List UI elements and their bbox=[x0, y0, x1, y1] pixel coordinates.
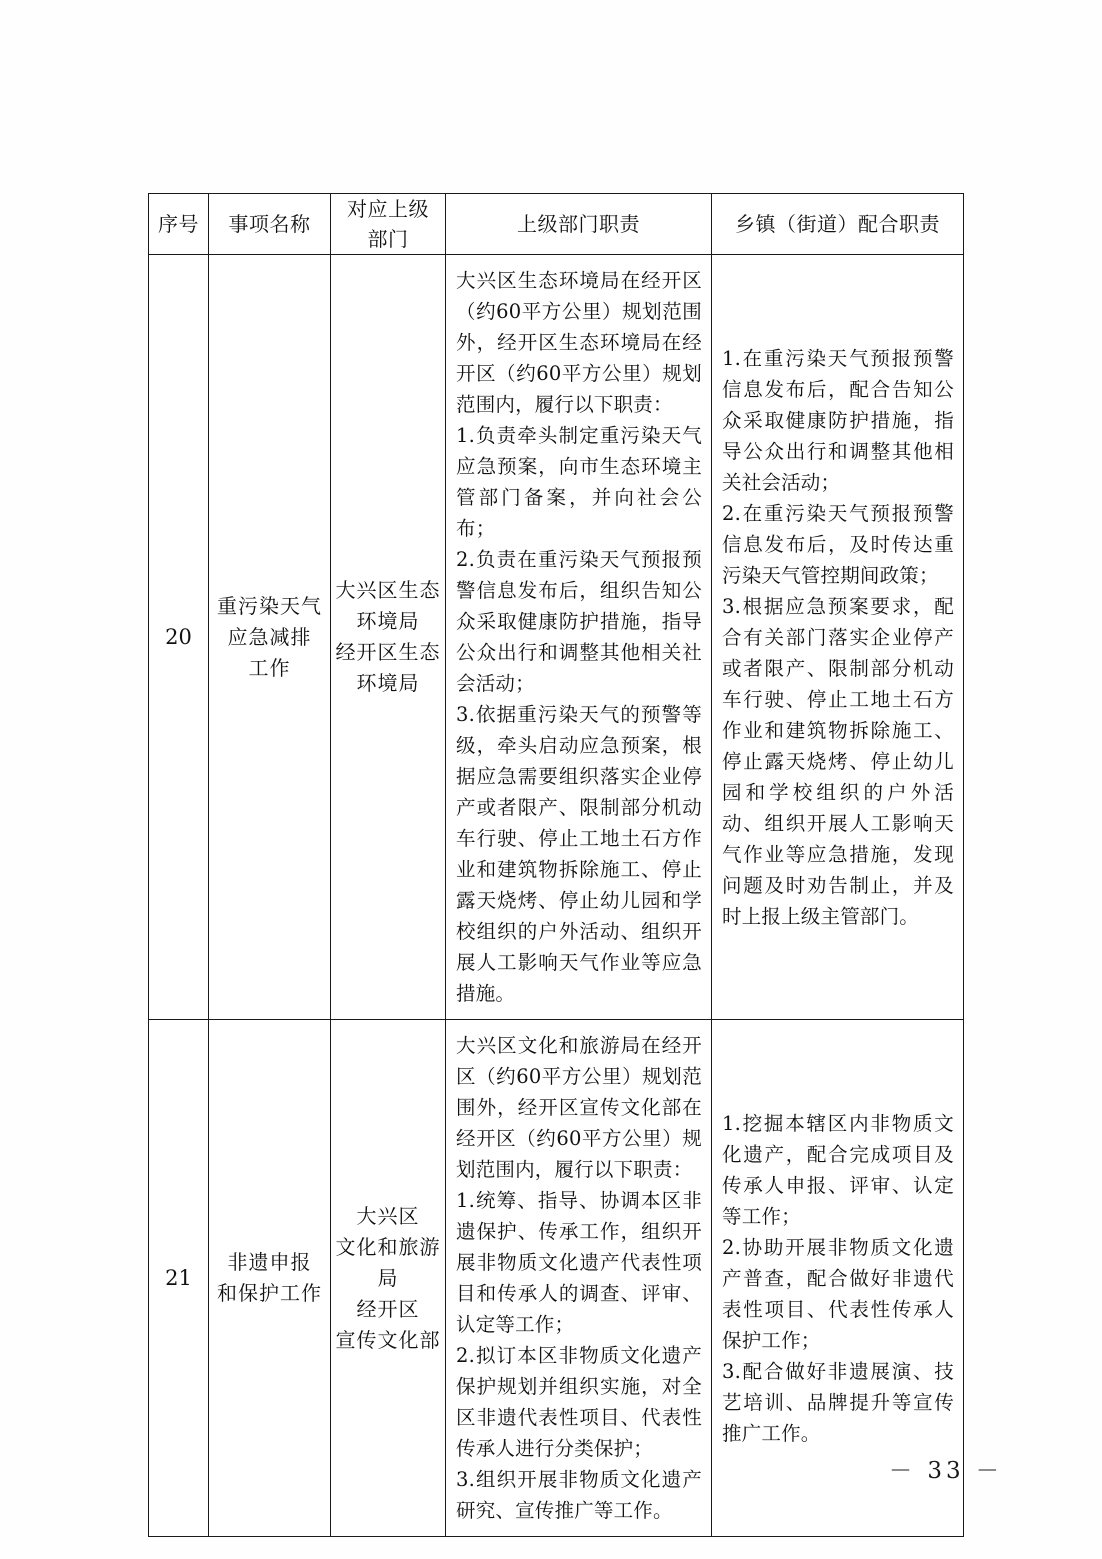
row-upper-dept-line: 文化和旅游局 bbox=[335, 1234, 441, 1290]
row-town-duty bbox=[712, 255, 964, 1020]
duty-paragraph: 3.依据重污染天气的预警等级，牵头启动应急预案，根据应急需要组织落实企业停产或者限产、限制部分机动车行驶、停止工地土石方作业和建筑物拆除施工、停止露天烧烤、停止幼儿园和学校组织的户外活动、组织开展人工影响天气作业等应急措施。 bbox=[456, 703, 702, 1005]
row-seq: 20 bbox=[149, 255, 209, 1020]
row-item-name-line: 和保护工作 bbox=[217, 1281, 322, 1305]
row-item-name-line: 应急减排 bbox=[227, 624, 312, 649]
header-cell-town-duty bbox=[712, 194, 964, 255]
header-cell-upper-duty bbox=[446, 194, 712, 255]
row-upper-dept-line: 大兴区 bbox=[356, 1203, 420, 1228]
row-upper-dept-line: 宣传文化部 bbox=[335, 1327, 441, 1352]
header-label-upper-dept-line2: 部门 bbox=[367, 227, 409, 251]
duty-paragraph: 1.负责牵头制定重污染天气应急预案，向市生态环境主管部门备案，并向社会公布； bbox=[456, 424, 702, 540]
duty-paragraph: 3.根据应急预案要求，配合有关部门落实企业停产或者限产、限制部分机动车行驶、停止工地土石方作业和建筑物拆除施工、停止露天烧烤、停止幼儿园和学校组织的户外活动、组织开展人工影响天气作业等应急措施，发现问题及时劝告制止，并及时上报上级主管部门。 bbox=[722, 594, 954, 928]
duty-paragraph: 大兴区生态环境局在经开区（约60平方公里）规划范围外，经开区生态环境局在经开区（约60平方公里）规划范围内，履行以下职责： bbox=[456, 269, 702, 416]
page-number: － 33 － bbox=[889, 1458, 1003, 1484]
duty-paragraph: 2.负责在重污染天气预报预警信息发布后，组织告知公众采取健康防护措施，指导公众出行和调整其他相关社会活动； bbox=[456, 548, 702, 695]
header-label-item-name: 事项名称 bbox=[228, 212, 311, 236]
duty-paragraph: 1.在重污染天气预报预警信息发布后，配合告知公众采取健康防护措施，指导公众出行和调整其他相关社会活动； bbox=[722, 346, 954, 494]
duty-paragraph: 1.统筹、指导、协调本区非遗保护、传承工作，组织开展非物质文化遗产代表性项目和传承人的调查、评审、认定等工作； bbox=[456, 1189, 702, 1336]
header-label-town-duty: 乡镇（街道）配合职责 bbox=[735, 212, 940, 236]
table-row bbox=[149, 255, 964, 1020]
duty-paragraph: 2.协助开展非物质文化遗产普查，配合做好非遗代表性项目、代表性传承人保护工作； bbox=[722, 1235, 954, 1352]
header-cell-upper-dept bbox=[331, 194, 446, 255]
row-seq: 21 bbox=[149, 1020, 209, 1537]
row-upper-dept-line: 大兴区生态 bbox=[335, 578, 441, 602]
duty-paragraph: 3.组织开展非物质文化遗产研究、宣传推广等工作。 bbox=[456, 1468, 702, 1522]
row-upper-dept-line: 环境局 bbox=[356, 609, 420, 633]
header-label-upper-dept-line1: 对应上级 bbox=[347, 197, 429, 221]
duty-paragraph: 2.拟订本区非物质文化遗产保护规划并组织实施，对全区非遗代表性项目、代表性传承人进行分类保护； bbox=[456, 1344, 702, 1460]
header-cell-seq bbox=[149, 194, 209, 255]
row-item-name-line: 工作 bbox=[248, 655, 291, 680]
duty-paragraph: 3.配合做好非遗展演、技艺培训、品牌提升等宣传推广工作。 bbox=[722, 1359, 954, 1445]
responsibility-table bbox=[148, 193, 964, 1537]
row-item-name bbox=[209, 255, 331, 1020]
row-item-name-line: 重污染天气 bbox=[217, 593, 322, 618]
row-upper-dept bbox=[331, 255, 446, 1020]
row-upper-dept-line: 环境局 bbox=[356, 671, 420, 695]
header-label-seq: 序号 bbox=[158, 212, 199, 236]
duty-paragraph: 2.在重污染天气预报预警信息发布后，及时传达重污染天气管控期间政策； bbox=[722, 501, 954, 587]
row-item-name-line: 非遗申报 bbox=[227, 1250, 312, 1274]
row-upper-dept-line: 经开区 bbox=[356, 1296, 420, 1321]
table-header-row bbox=[149, 194, 964, 255]
duty-paragraph: 大兴区文化和旅游局在经开区（约60平方公里）规划范围外，经开区宣传文化部在经开区（约60平方公里）规划范围内，履行以下职责： bbox=[456, 1034, 702, 1181]
header-label-upper-duty: 上级部门职责 bbox=[517, 212, 640, 236]
header-cell-item-name bbox=[209, 194, 331, 255]
row-upper-duty bbox=[446, 255, 712, 1020]
row-upper-dept-line: 经开区生态 bbox=[335, 640, 441, 664]
duty-paragraph: 1.挖掘本辖区内非物质文化遗产，配合完成项目及传承人申报、评审、认定等工作； bbox=[722, 1111, 954, 1228]
page-footer bbox=[0, 1452, 1102, 1485]
